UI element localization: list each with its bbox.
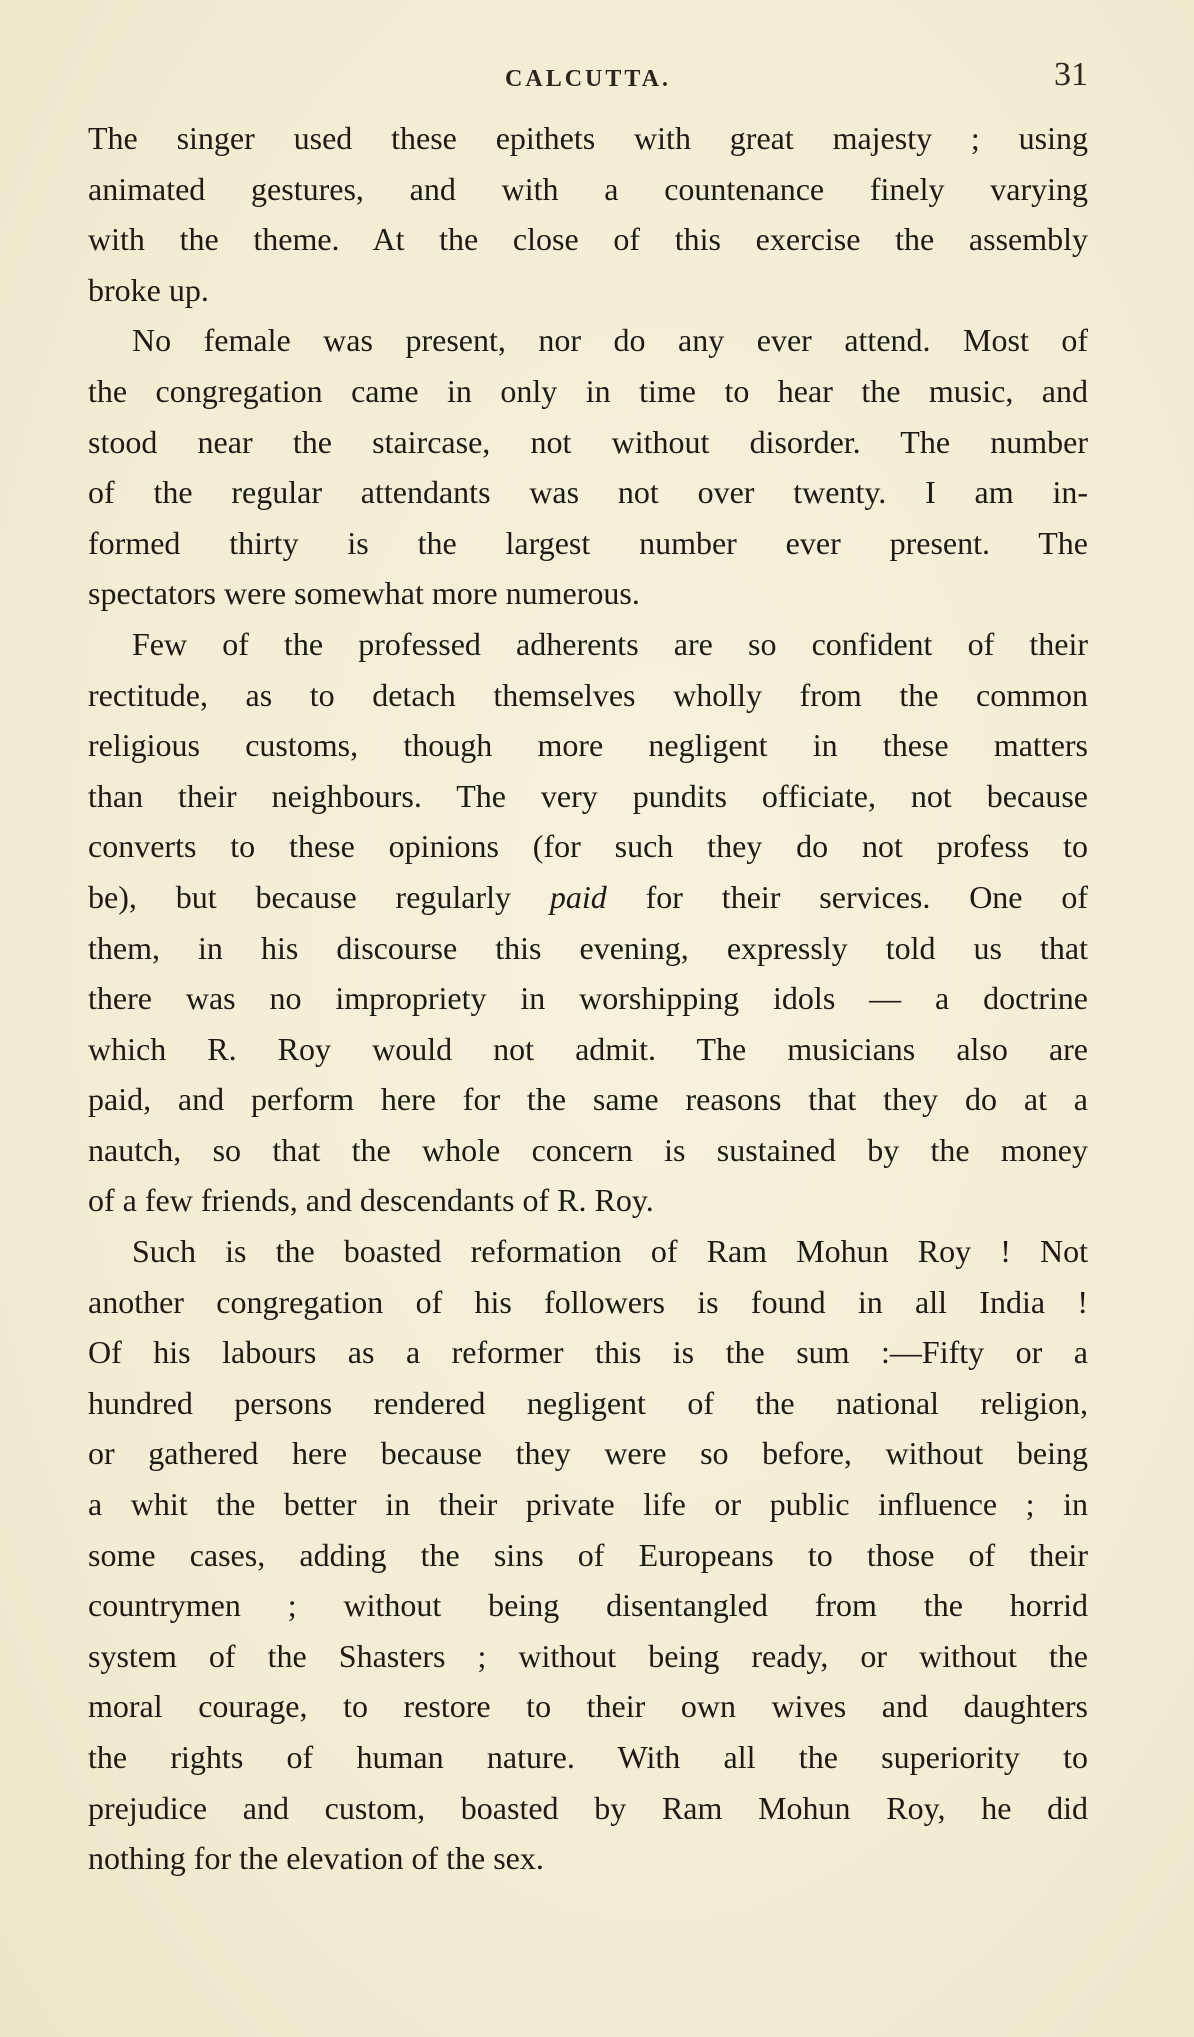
text-line: prejudice and custom, boasted by Ram Mohun Roy, he did xyxy=(88,1789,1088,1826)
text-line: of the regular attendants was not over twenty. I am in- xyxy=(88,474,1088,511)
text-line: a whit the better in their private life or public influence ; in xyxy=(88,1486,1088,1523)
text-line: than their neighbours. The very pundits officiate, not because xyxy=(88,777,1088,814)
text-line: countrymen ; without being disentangled from the horrid xyxy=(88,1587,1088,1624)
text-line: rectitude, as to detach themselves wholly from the common xyxy=(88,676,1088,713)
text-line: animated gestures, and with a countenance finely varying xyxy=(88,170,1088,207)
text-line: there was no impropriety in worshipping idols — a doctrine xyxy=(88,980,1088,1017)
text-line: spectators were somewhat more numerous. xyxy=(88,575,640,612)
text-line: another congregation of his followers is found in all India ! xyxy=(88,1283,1088,1320)
text-line: No female was present, nor do any ever attend. Most of xyxy=(132,322,1088,359)
paragraph-3 xyxy=(88,619,1088,1226)
text-line: nautch, so that the whole concern is sustained by the money xyxy=(88,1131,1088,1168)
text-line: moral courage, to restore to their own wives and daughters xyxy=(88,1688,1088,1725)
text-line: religious customs, though more negligent in these matters xyxy=(88,727,1088,764)
text-line-with-italic xyxy=(88,872,1088,923)
text-span: for their services. One of xyxy=(606,878,1088,915)
paragraph-2 xyxy=(88,315,1088,619)
running-title: CALCUTTA. xyxy=(505,66,671,92)
text-line: stood near the staircase, not without disorder. The number xyxy=(88,423,1088,460)
text-line: hundred persons rendered negligent of the national religion, xyxy=(88,1384,1088,1421)
text-line: system of the Shasters ; without being ready, or without the xyxy=(88,1637,1088,1674)
text-line: Few of the professed adherents are so confident of their xyxy=(132,625,1088,662)
text-line: of a few friends, and descendants of R. Roy. xyxy=(88,1182,654,1219)
text-line: which R. Roy would not admit. The musicians also are xyxy=(88,1030,1088,1067)
text-line: The singer used these epithets with great majesty ; using xyxy=(88,120,1088,156)
italic-word: paid xyxy=(549,878,607,915)
text-line: the congregation came in only in time to hear the music, and xyxy=(88,372,1088,409)
text-line: broke up. xyxy=(88,271,209,308)
text-line: nothing for the elevation of the sex. xyxy=(88,1840,544,1877)
text-line: converts to these opinions (for such they do not profess to xyxy=(88,828,1088,865)
text-line: paid, and perform here for the same reasons that they do at a xyxy=(88,1081,1088,1118)
text-line: Of his labours as a reformer this is the sum :—Fifty or a xyxy=(88,1334,1088,1371)
paragraph-4 xyxy=(88,1226,1088,1884)
text-line: the rights of human nature. With all the superiority to xyxy=(88,1739,1088,1775)
text-line: them, in his discourse this evening, expressly told us that xyxy=(88,929,1088,966)
text-line: some cases, adding the sins of Europeans to those of their xyxy=(88,1536,1088,1573)
text-line: formed thirty is the largest number ever present. The xyxy=(88,524,1088,561)
page-number: 31 xyxy=(1054,56,1088,93)
text-line: or gathered here because they were so before, without being xyxy=(88,1435,1088,1472)
running-head xyxy=(88,56,1088,106)
body-text xyxy=(88,113,1088,1884)
paragraph-1 xyxy=(88,113,1088,315)
text-span: be), but because regularly xyxy=(88,878,550,915)
text-line: Such is the boasted reformation of Ram Mohun Roy ! Not xyxy=(132,1233,1088,1270)
text-line: with the theme. At the close of this exercise the assembly xyxy=(88,221,1088,258)
